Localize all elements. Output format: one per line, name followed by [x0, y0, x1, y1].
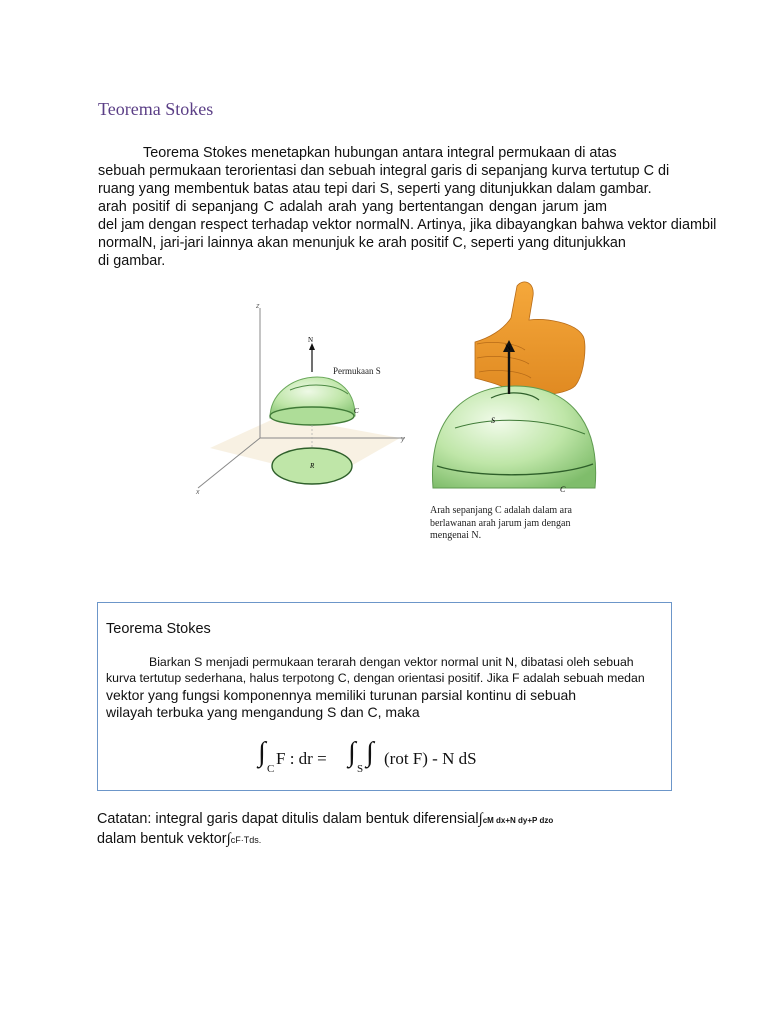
- theorem-body-small: [106, 654, 645, 686]
- surface-integral-icon: ∫: [348, 737, 356, 768]
- theorem-title: Teorema Stokes: [106, 621, 211, 637]
- stokes-surface-figure: [190, 298, 420, 503]
- theorem-line: kurva tertutup sederhana, halus terpotong C, dengan orientasi positif. Jika F adalah sebuah medan: [106, 671, 645, 685]
- stokes-formula: [258, 737, 518, 777]
- note-line2-small: cF·T: [230, 835, 250, 845]
- integral-icon: ∫: [478, 811, 483, 827]
- formula-lhs: F : dr =: [276, 749, 327, 768]
- intro-line: sebuah permukaan terorientasi dan sebuah integral garis di sepanjang kurva tertutup C di: [98, 163, 670, 179]
- note-line1-small: cM dx+N dy+P dzo: [482, 816, 554, 825]
- surface-s: [432, 386, 595, 488]
- label-n: N: [505, 343, 511, 352]
- intro-line: di gambar.: [98, 253, 166, 269]
- axis-x-label: x: [196, 489, 200, 496]
- theorem-body: [106, 687, 576, 721]
- intro-paragraph: [98, 144, 718, 270]
- right-hand-rule-figure: [425, 278, 605, 500]
- page-title: Teorema Stokes: [98, 99, 214, 119]
- label-c: C: [560, 485, 566, 494]
- surface-label: Permukaan S: [333, 366, 381, 376]
- axis-y-label: y: [401, 436, 405, 443]
- note-line2-end: ds.: [249, 835, 262, 845]
- integral-icon: ∫: [226, 831, 231, 847]
- intro-line: ruang yang membentuk batas atau tepi dari S, seperti yang ditunjukkan dalam gambar.: [98, 181, 652, 197]
- label-c: C: [354, 407, 359, 415]
- formula-rhs: (rot F) - N dS: [384, 749, 477, 768]
- label-n: N: [308, 336, 314, 344]
- intro-line: Teorema Stokes menetapkan hubungan antara integral permukaan di atas: [143, 145, 617, 161]
- formula-sub-c: C: [267, 763, 275, 775]
- caption-line: berlawanan arah jarum jam dengan: [430, 517, 571, 529]
- note-line1: Catatan: integral garis dapat ditulis dalam bentuk diferensial: [97, 811, 479, 827]
- theorem-line: Biarkan S menjadi permukaan terarah dengan vektor normal unit N, dibatasi oleh sebuah: [149, 655, 634, 669]
- intro-line: normalN, jari-jari lainnya akan menunjuk ke arah positif C, seperti yang ditunjukkan: [98, 235, 626, 251]
- intro-line: del jam dengan respect terhadap vektor normalN. Artinya, jika dibayangkan bahwa vektor diambil: [98, 217, 717, 233]
- line-integral-icon: ∫: [258, 737, 266, 768]
- figure2-caption: [430, 505, 610, 543]
- intro-line: arah positif di sepanjang C adalah arah yang bertentangan dengan jarum jam: [98, 199, 608, 215]
- theorem-line: vektor yang fungsi komponennya memiliki turunan parsial kontinu di sebuah: [106, 687, 577, 703]
- formula-sub-s: S: [357, 763, 364, 775]
- label-s: S: [491, 416, 495, 425]
- note-line2: dalam bentuk vektor: [97, 831, 227, 847]
- label-r: R: [310, 462, 315, 470]
- note: [97, 810, 553, 850]
- axis-z-label: z: [256, 303, 260, 310]
- caption-line: Arah sepanjang C adalah dalam ara: [430, 505, 572, 516]
- boundary-curve-c: [270, 407, 354, 425]
- surface-integral-icon: ∫: [366, 737, 374, 768]
- caption-line: mengenai N.: [430, 530, 482, 541]
- theorem-box: [97, 602, 672, 791]
- hand-thumbs-up-icon: [475, 282, 585, 395]
- theorem-line: wilayah terbuka yang mengandung S dan C, maka: [106, 704, 420, 720]
